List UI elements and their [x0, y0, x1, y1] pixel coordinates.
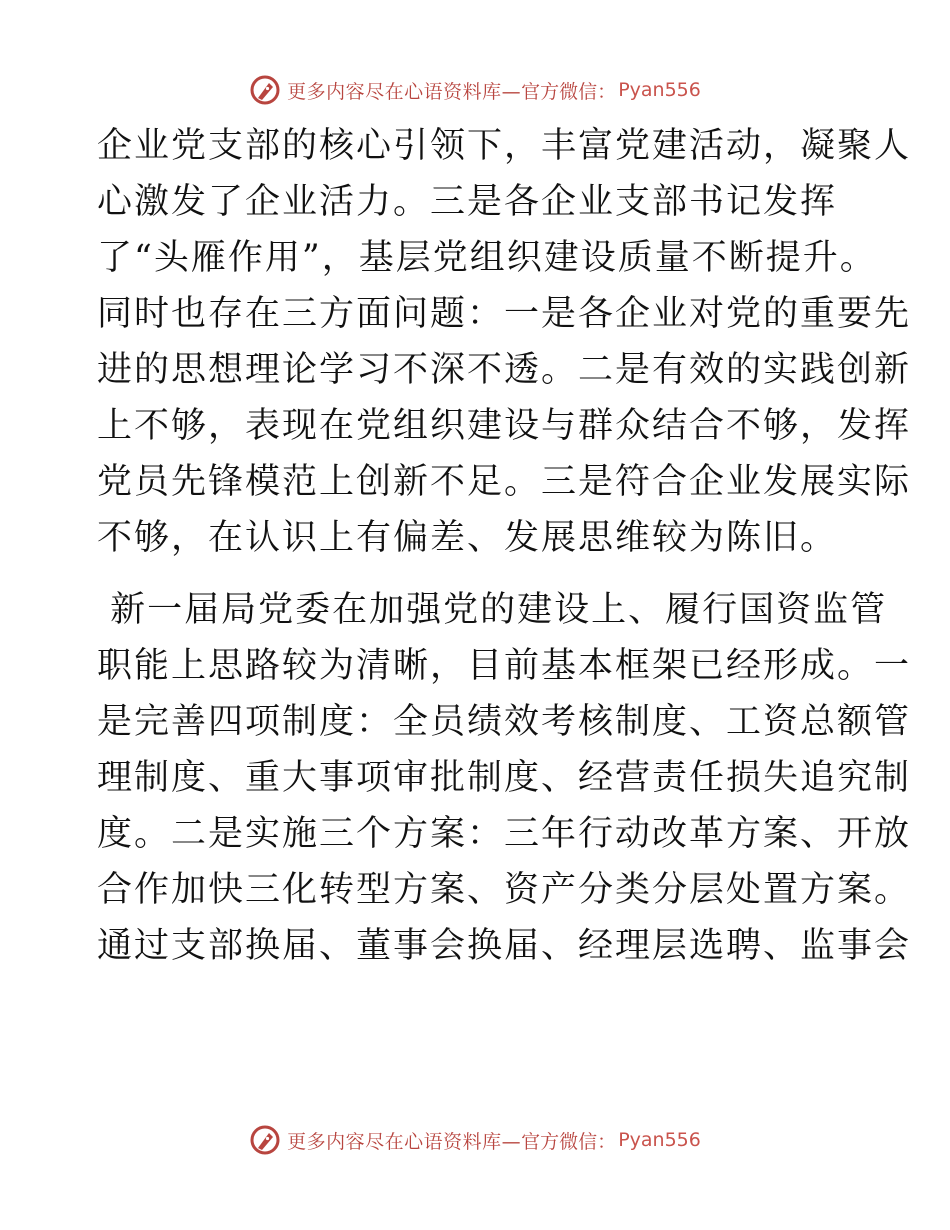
paragraph-1	[97, 118, 912, 566]
text-line: 心激发了企业活力。三是各企业支部书记发挥	[97, 182, 838, 222]
watermark-wechat-label: 官方微信：	[521, 1130, 617, 1153]
text-line: 党员先锋模范上创新不足。三是符合企业发展实际	[97, 462, 912, 502]
text-line: 度。二是实施三个方案：三年行动改革方案、开放	[97, 814, 912, 854]
text-line: 通过支部换届、董事会换届、经理层选聘、监事会	[97, 926, 912, 966]
watermark-text: 更多内容尽在心语资料库—	[287, 1130, 522, 1153]
text-line: 企业党支部的核心引领下，丰富党建活动，凝聚人	[97, 126, 912, 166]
text-line: 理制度、重大事项审批制度、经营责任损失追究制	[97, 758, 912, 798]
pen-nib-logo-icon	[249, 74, 281, 106]
pen-nib-logo-icon	[249, 1124, 281, 1156]
watermark-wechat-id: Pyan556	[618, 79, 701, 101]
footer-watermark	[0, 1120, 950, 1160]
text-line: 同时也存在三方面问题：一是各企业对党的重要先	[97, 294, 912, 334]
text-line: 职能上思路较为清晰，目前基本框架已经形成。一	[97, 646, 912, 686]
text-line: 是完善四项制度：全员绩效考核制度、工资总额管	[97, 702, 912, 742]
paragraph-2	[97, 582, 912, 974]
text-line: 不够，在认识上有偏差、发展思维较为陈旧。	[97, 518, 838, 558]
text-line: 进的思想理论学习不深不透。二是有效的实践创新	[97, 350, 912, 390]
watermark-wechat-label: 官方微信：	[521, 80, 617, 103]
text-line: 了“头雁作用”，基层党组织建设质量不断提升。	[97, 238, 877, 278]
watermark-text: 更多内容尽在心语资料库—	[287, 80, 522, 103]
text-line: 合作加快三化转型方案、资产分类分层处置方案。	[97, 870, 912, 910]
document-body	[97, 118, 912, 974]
text-line: 上不够，表现在党组织建设与群众结合不够，发挥	[97, 406, 912, 446]
watermark-wechat-id: Pyan556	[618, 1129, 701, 1151]
paragraph-spacer	[97, 566, 857, 582]
header-watermark	[0, 70, 950, 110]
text-line: 新一届局党委在加强党的建设上、履行国资监管	[97, 590, 888, 630]
